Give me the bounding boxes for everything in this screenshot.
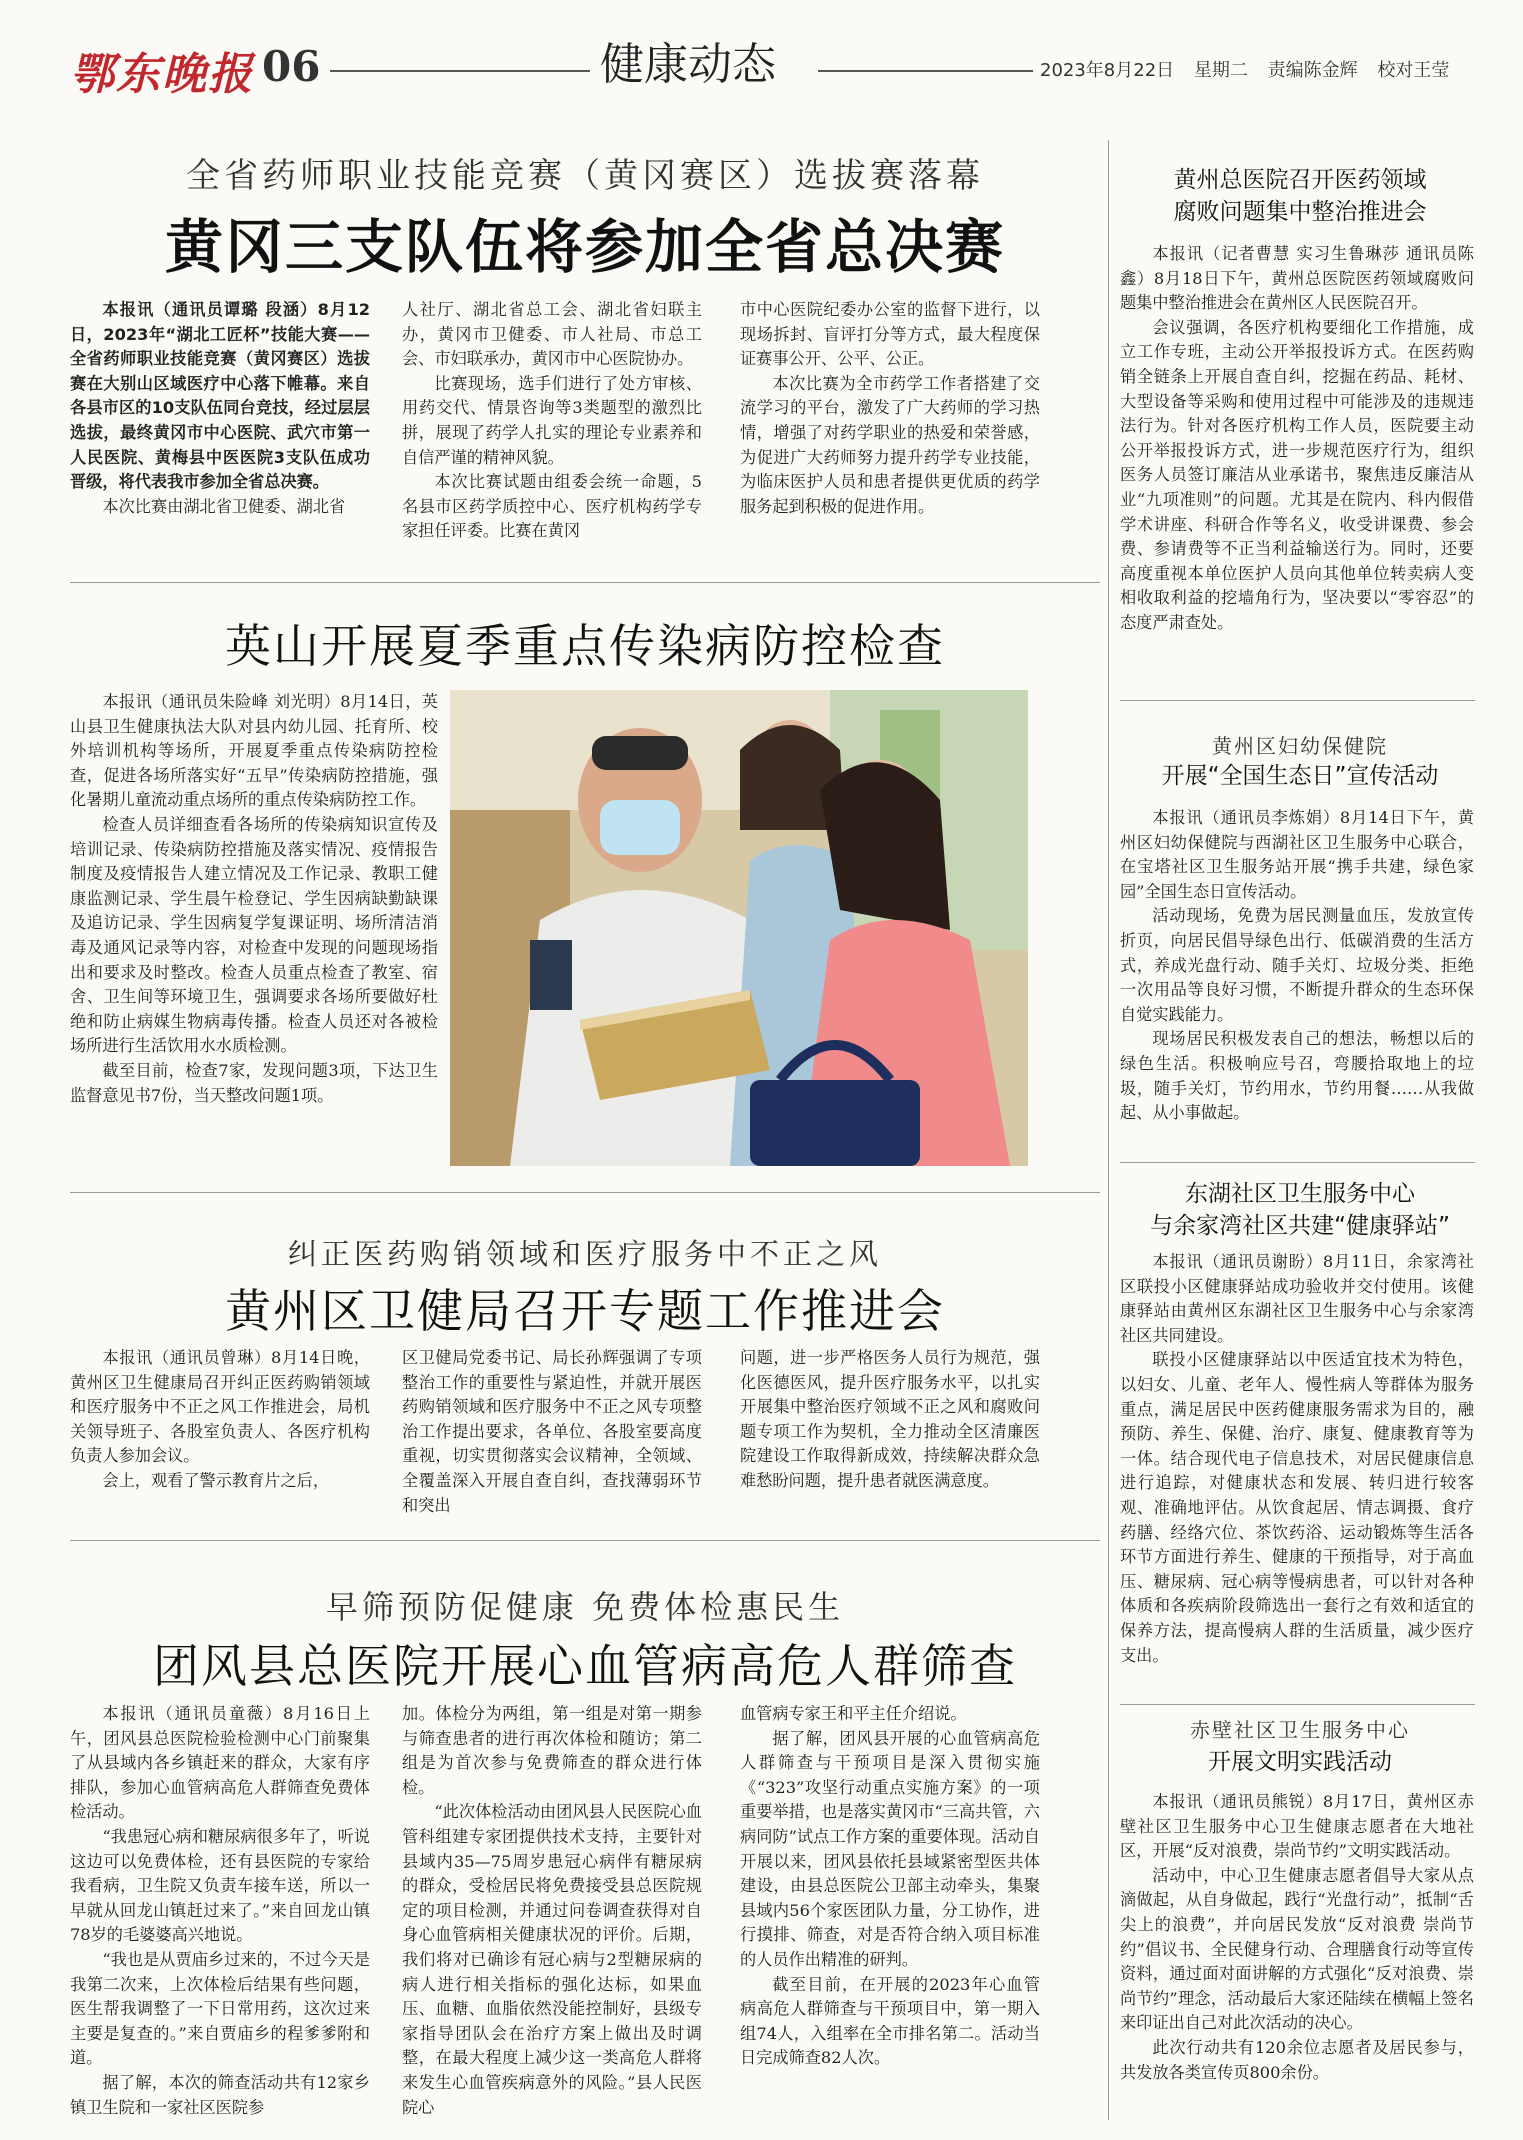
- story1-col1-p1: 本报讯（通讯员谭璐 段涵）8月12日，2023年“湖北工匠杯”技能大赛——全省药师职业技能竞赛（黄冈赛区）选拔赛在大别山区域医疗中心落下帷幕。来自各县市区的10支队伍同台竞技，经过层层选拔，最终黄冈市中心医院、武穴市第一人民医院、黄梅县中医医院3支队伍成功晋级，将代表我市参加全省总决赛。: [70, 300, 370, 492]
- side4-p3: 此次行动共有120余位志愿者及居民参与，共发放各类宣传页800余份。: [1120, 2037, 1474, 2082]
- story3-col3-p1: 问题，进一步严格医务人员行为规范，强化医德医风，提升医疗服务水平，以扎实开展集中整治医疗领域不正之风和腐败问题专项工作为契机，全力推动全区清廉医院建设工作取得新成效，持续解决群众急难愁盼问题，提升患者就医满意度。: [740, 1348, 1040, 1490]
- proofreader-credit: 校对王莹: [1377, 60, 1450, 81]
- side4-p2: 活动中，中心卫生健康志愿者倡导大家从点滴做起，从自身做起，践行“光盘行动”，抵制“舌尖上的浪费”，并向居民发放“反对浪费 崇尚节约”倡议书、全民健身行动、合理膳食行动等宣传资料，通过面对面讲解的方式强化“反对浪费、崇尚节约”理念，活动最后大家还陆续在横幅上签名来印证出自己对此次活动的决心。: [1120, 1865, 1474, 2033]
- header-rule-left: [330, 70, 590, 72]
- story3-col2-p1: 区卫健局党委书记、局长孙辉强调了专项整治工作的重要性与紧迫性，并就开展医药购销领域和医疗服务中不正之风专项整治工作提出要求，各单位、各股室要高度重视，切实贯彻落实会议精神，全领域、全覆盖深入开展自查自纠，查找薄弱环节和突出: [402, 1348, 702, 1515]
- story4-col2-p2: “此次体检活动由团风县人民医院心血管科组建专家团提供技术支持，主要针对县域内35—75周岁患冠心病伴有糖尿病的群众，受检居民将免费接受县总医院规定的项目检测，并通过问卷调查获得对自身心血管病相关健康状况的评价。后期，我们将对已确诊有冠心病与2型糖尿病的病人进行相关指标的强化达标，如果血压、血糖、血脂依然没能控制好，县级专家指导团队会在治疗方案上做出及时调整，在最大程度上减少这一类高危人群将来发生心血管疾病意外的风险。”县人民医院心: [402, 1802, 702, 2117]
- story4-col3-p1: 血管病专家王和平主任介绍说。: [740, 1704, 967, 1723]
- story4-col2-p1: 加。体检分为两组，第一组是对第一期参与筛查患者的进行再次体检和随访；第二组是为首次参与免费筛查的群众进行体检。: [402, 1704, 702, 1797]
- story2-headline: 英山开展夏季重点传染病防控检查: [225, 619, 945, 673]
- story3-column-3: [740, 1346, 1040, 1516]
- side4-body: [1120, 1790, 1474, 2130]
- side4-title: 开展文明实践活动: [1208, 1749, 1392, 1775]
- inspection-photo-illustration: [450, 690, 1028, 1166]
- story4-col1-p3: “我也是从贾庙乡过来的，不过今天是我第二次来，上次体检后结果有些问题，医生帮我调整了一下日常用药，这次过来主要是复查的。”来自贾庙乡的程爹爹附和道。: [70, 1949, 370, 2068]
- divider-1: [70, 582, 1100, 583]
- story3-column-1: [70, 1346, 370, 1516]
- story4-column-1: [70, 1702, 370, 2122]
- side4-kicker: 赤壁社区卫生服务中心: [1190, 1718, 1410, 1742]
- story2-p1: 本报讯（通讯员朱险峰 刘光明）8月14日，英山县卫生健康执法大队对县内幼儿园、托育所、校外培训机构等场所，开展夏季重点传染病防控检查，促进各场所落实好“五早”传染病防控措施，强化暑期儿童流动重点场所的重点传染病防控工作。: [70, 692, 438, 810]
- section-title: 健康动态: [600, 39, 776, 90]
- side3-p1: 本报讯（通讯员谢盼）8月11日，余家湾社区联投小区健康驿站成功验收并交付使用。该健康驿站由黄州区东湖社区卫生服务中心与余家湾社区共同建设。: [1120, 1252, 1474, 1345]
- story2-p3: 截至目前，检查7家，发现问题3项，下达卫生监督意见书7份，当天整改问题1项。: [70, 1060, 438, 1105]
- story1-col3-p1: 市中心医院纪委办公室的监督下进行，以现场拆封、盲评打分等方式，最大程度保证赛事公开、公平、公正。: [740, 300, 1040, 369]
- side2-p3: 现场居民积极发表自己的想法，畅想以后的绿色生活。积极响应号召，弯腰拾取地上的垃圾，随手关灯，节约用水，节约用餐……从我做起、从小事做起。: [1120, 1029, 1474, 1123]
- story3-column-2: [402, 1346, 702, 1516]
- side-divider-1: [1120, 700, 1475, 701]
- story1-kicker: 全省药师职业技能竞赛（黄冈赛区）选拔赛落幕: [186, 156, 984, 196]
- story3-col1-p1: 本报讯（通讯员曾琳）8月14日晚，黄州区卫生健康局召开纠正医药购销领域和医疗服务中不正之风工作推进会，局机关领导班子、各股室负责人、各医疗机构负责人参加会议。: [70, 1348, 370, 1466]
- story4-column-3: [740, 1702, 1040, 2122]
- side2-p2: 活动现场，免费为居民测量血压，发放宣传折页，向居民倡导绿色出行、低碳消费的生活方式，养成光盘行动、随手关灯、垃圾分类、拒绝一次用品等良好习惯，不断提升群众的生态环保自觉实践能力。: [1120, 906, 1474, 1024]
- issue-weekday: 星期二: [1193, 60, 1248, 81]
- page-number: 06: [262, 42, 321, 91]
- story3-headline: 黄州区卫健局召开专题工作推进会: [225, 1284, 945, 1338]
- story4-column-2: [402, 1702, 702, 2122]
- side-divider-2: [1120, 1162, 1475, 1163]
- story1-col2-p3: 本次比赛试题由组委会统一命题，5名县市区药学质控中心、医疗机构药学专家担任评委。比赛在黄冈: [402, 472, 702, 541]
- story1-column-3: [740, 298, 1040, 560]
- side1-title: [1120, 164, 1480, 228]
- story1-col3-p2: 本次比赛为全市药学工作者搭建了交流学习的平台，激发了广大药师的学习热情，增强了对药学职业的热爱和荣誉感，为促进广大药师努力提升药学专业技能，为临床医护人员和患者提供更优质的药学服务起到积极的促进作用。: [740, 373, 1040, 516]
- side1-title-line1: 黄州总医院召开医药领域: [1173, 167, 1427, 193]
- story2-column: [70, 690, 438, 1166]
- divider-3: [70, 1540, 1100, 1541]
- side3-title-line1: 东湖社区卫生服务中心: [1185, 1181, 1415, 1207]
- story1-col2-p1: 人社厅、湖北省总工会、湖北省妇联主办，黄冈市卫健委、市人社局、市总工会、市妇联承办，黄冈市中心医院协办。: [402, 300, 702, 369]
- story4-headline: 团风县总医院开展心血管病高危人群筛查: [153, 1639, 1017, 1693]
- story1-column-2: [402, 298, 702, 560]
- story1-col1-p2: 本次比赛由湖北省卫健委、湖北省: [102, 496, 346, 516]
- side1-p1: 本报讯（记者曹慧 实习生鲁琳莎 通讯员陈鑫）8月18日下午，黄州总医院医药领域腐败问题集中整治推进会在黄州区人民医院召开。: [1120, 244, 1474, 313]
- story2-p2: 检查人员详细查看各场所的传染病知识宣传及培训记录、传染病防控措施及落实情况、疫情报告制度及疫情报告人建立情况及工作记录、教职工健康监测记录、学生晨午检登记、学生因病缺勤缺课及追访记录、学生因病复学复课证明、场所清洁消毒及通风记录等内容，对检查中发现的问题现场指出和要求及时整改。检查人员重点检查了教室、宿舍、卫生间等环境卫生，强调要求各场所要做好杜绝和防止病媒生物病毒传播。检查人员还对各被检场所进行生活饮用水水质检测。: [70, 814, 438, 1056]
- story1-column-1: [70, 298, 370, 560]
- story4-col1-p4: 据了解，本次的筛查活动共有12家乡镇卫生院和一家社区医院参: [70, 2072, 370, 2117]
- side3-title: [1120, 1178, 1480, 1242]
- story4-kicker: 早筛预防促健康 免费体检惠民生: [325, 1588, 845, 1626]
- side3-title-line2: 与余家湾社区共建“健康驿站”: [1150, 1213, 1450, 1239]
- side-divider-3: [1120, 1704, 1475, 1705]
- header-rule-right: [818, 70, 1033, 72]
- side2-kicker: 黄州区妇幼保健院: [1212, 734, 1388, 758]
- story1-col2-p2: 比赛现场，选手们进行了处方审核、用药交代、情景咨询等3类题型的激烈比拼，展现了药学人扎实的理论专业素养和自信严谨的精神风貌。: [402, 373, 702, 467]
- story3-kicker: 纠正医药购销领域和医疗服务中不正之风: [287, 1237, 882, 1271]
- side3-p2: 联投小区健康驿站以中医适宜技术为特色，以妇女、儿童、老年人、慢性病人等群体为服务重点，满足居民中医药健康服务需求为目的，融预防、养生、保健、治疗、康复、健康教育等为一体。结合现代电子信息技术，对居民健康信息进行追踪，对健康状态和发展、转归进行较客观、准确地评估。从饮食起居、情志调摄、食疗药膳、经络穴位、茶饮药浴、运动锻炼等生活各环节方面进行养生、健康的干预指导，对于高血压、糖尿病、冠心病等慢病患者，可以针对各种体质和各疾病阶段筛选出一套行之有效和适宜的保养方法，提高慢病人群的生活质量，减少医疗支出。: [1120, 1350, 1474, 1665]
- newspaper-logo: 鄂东晚报: [70, 49, 254, 100]
- side2-p1: 本报讯（通讯员李炼娟）8月14日下午，黄州区妇幼保健院与西湖社区卫生服务中心联合，在宝塔社区卫生服务站开展“携手共建，绿色家园”全国生态日宣传活动。: [1120, 808, 1474, 901]
- editor-credit: 责编陈金辉: [1267, 60, 1358, 81]
- side2-body: [1120, 806, 1474, 1152]
- inspection-photo: [450, 690, 1028, 1166]
- side3-body: [1120, 1250, 1474, 1694]
- side1-p2: 会议强调，各医疗机构要细化工作措施，成立工作专班，主动公开举报投诉方式。在医药购销全链条上开展自查自纠，挖掘在药品、耗材、大型设备等采购和使用过程中可能涉及的违规违法行为。针对各医疗机构工作人员，医院要主动公开举报投诉方式，进一步规范医疗行为，组织医务人员签订廉洁从业承诺书，聚焦违反廉洁从业“九项准则”的问题。尤其是在院内、科内假借学术讲座、科研合作等名义，收受讲课费、参会费、参请费等不正当利益输送行为。同时，还要高度重视本单位医护人员向其他单位转卖病人变相收取利益的挖墙角行为，坚决要以“零容忍”的态度严肃查处。: [1120, 317, 1474, 632]
- side1-title-line2: 腐败问题集中整治推进会: [1173, 199, 1427, 225]
- side4-p1: 本报讯（通讯员熊锐）8月17日，黄州区赤壁社区卫生服务中心卫生健康志愿者在大地社区，开展“反对浪费，崇尚节约”文明实践活动。: [1120, 1792, 1474, 1861]
- story4-col1-p1: 本报讯（通讯员童薇）8月16日上午，团风县总医院检验检测中心门前聚集了从县域内各乡镇赶来的群众，大家有序排队，参加心血管病高危人群筛查免费体检活动。: [70, 1704, 370, 1822]
- side1-body: [1120, 242, 1474, 662]
- story3-col1-p2: 会上，观看了警示教育片之后，: [102, 1470, 330, 1490]
- side2-title: 开展“全国生态日”宣传活动: [1161, 763, 1439, 789]
- story1-headline: 黄冈三支队伍将参加全省总决赛: [164, 213, 1005, 281]
- story4-col1-p2: “我患冠心病和糖尿病很多年了，听说这边可以免费体检，还有县医院的专家给我看病，卫生院又负责车接车送，所以一早就从回龙山镇赶过来了。”来自回龙山镇78岁的毛婆婆高兴地说。: [70, 1826, 370, 1945]
- story4-col3-p2: 据了解，团风县开展的心血管病高危人群筛查与干预项目是深入贯彻实施《“323”攻坚行动重点实施方案》的一项重要举措，也是落实黄冈市“三高共管，六病同防”试点工作方案的重要体现。活动自开展以来，团风县依托县域紧密型医共体建设，由县总医院公卫部主动牵头，集聚县域内56个家医团队力量，分工协作，进行摸排、筛查，对是否符合纳入项目标准的人员作出精准的研判。: [740, 1728, 1040, 1969]
- story4-col3-p3: 截至目前，在开展的2023年心血管病高危人群筛查与干预项目中，第一期入组74人，入组率在全市排名第二。活动当日完成筛查82人次。: [740, 1974, 1040, 2068]
- divider-2: [70, 1192, 1100, 1193]
- issue-date: 2023年8月22日: [1040, 60, 1175, 81]
- column-divider: [1108, 140, 1109, 2120]
- header-meta: [1040, 56, 1463, 82]
